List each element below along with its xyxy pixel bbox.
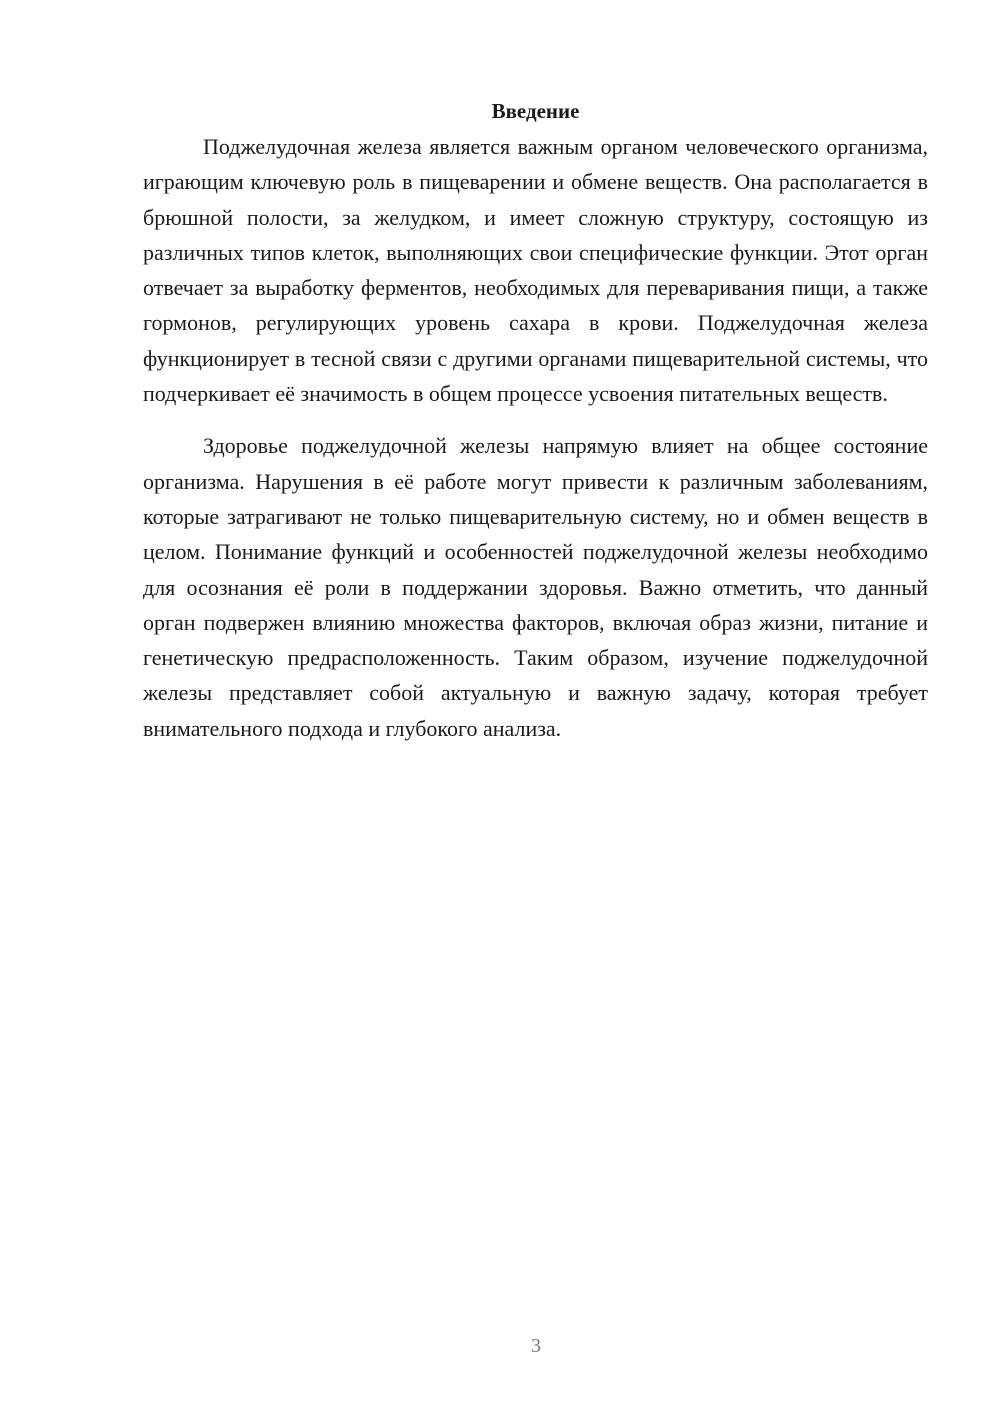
paragraph-1: Поджелудочная железа является важным органом человеческого организма, играющим ключевую роль в пищеварении и обмене веществ. Она располагается в брюшной полости, за желудком, и имеет сложную структуру, состоящую из различных типов клеток, выполняющих свои специфические функции. Этот орган отвечает за выработку ферментов, необходимых для переваривания пищи, а также гормонов, регулирующих уровень сахара в крови. Поджелудочная железа функционирует в тесной связи с другими органами пищеварительной системы, что подчеркивает её значимость в общем процессе усвоения питательных веществ.: [143, 134, 928, 407]
page-content: [143, 96, 928, 746]
page-number: 3: [531, 1335, 541, 1357]
paragraph-2: Здоровье поджелудочной железы напрямую влияет на общее состояние организма. Нарушения в её работе могут привести к различным заболеваниям, которые затрагивают не только пищеварительную систему, но и обмен веществ в целом. Понимание функций и особенностей поджелудочной железы необходимо для осознания её роли в поддержании здоровья. Важно отметить, что данный орган подвержен влиянию множества факторов, включая образ жизни, питание и генетическую предрасположенность. Таким образом, изучение поджелудочной железы представляет собой актуальную и важную задачу, которая требует внимательного подхода и глубокого анализа.: [143, 433, 928, 741]
section-heading: Введение: [491, 99, 580, 123]
